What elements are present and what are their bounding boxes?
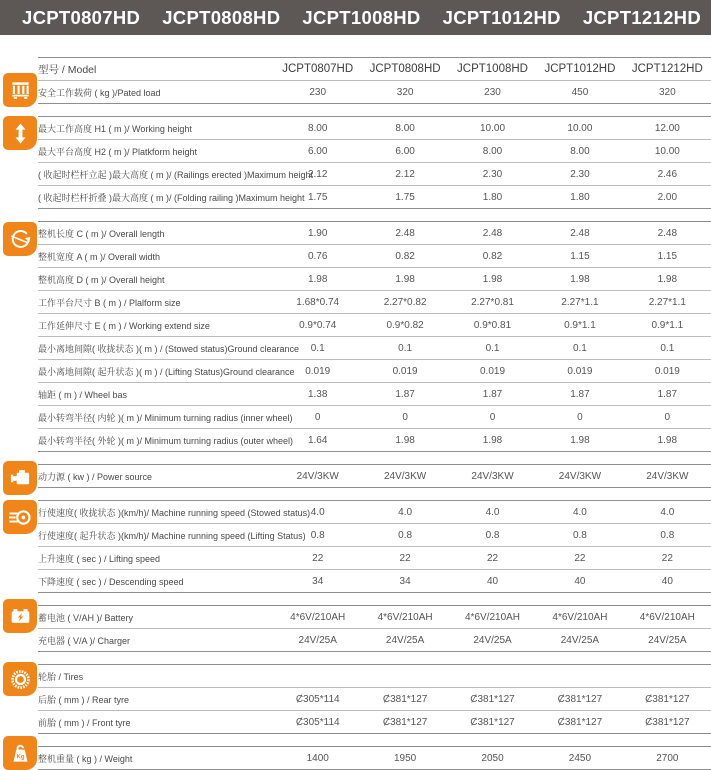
cell-value: Ȼ381*127 [557, 693, 603, 705]
cell-value: 1.98 [482, 273, 503, 285]
power-source-icon [3, 461, 37, 495]
spec-row [38, 524, 711, 547]
cell-value: 24V/3KW [296, 470, 339, 482]
header-model-name: JCPT0807HD [22, 6, 141, 28]
spec-row [38, 747, 711, 770]
cell-value: 1.38 [307, 388, 328, 400]
cell-value: JCPT1008HD [457, 63, 528, 75]
cell-value: 0.76 [307, 250, 328, 262]
cell-value: 10.00 [654, 145, 680, 157]
cell-value: JCPT0807HD [282, 63, 354, 75]
cell-value: 22 [486, 552, 499, 564]
cell-value: 1.75 [395, 191, 415, 203]
cell-value: 10.00 [567, 122, 593, 134]
cell-value: 0.82 [395, 250, 415, 262]
spec-row [38, 268, 711, 291]
row-label: 整机重量 ( kg ) / Weight [38, 753, 133, 764]
cell-value: 2.27*0.81 [471, 296, 514, 308]
cell-value: 12.00 [654, 122, 680, 134]
cell-value: 1950 [393, 752, 417, 764]
cell-value: 0.019 [567, 365, 593, 377]
spec-row [38, 465, 711, 488]
row-label: 轮胎 / Tires [38, 671, 84, 682]
cell-value: Ȼ381*127 [470, 716, 515, 728]
cell-value: 4*6V/210AH [377, 611, 433, 623]
row-label: 最小离地间隙( 起升状态 )( m ) / (Lifting Status)Ground clearance [38, 366, 295, 377]
cell-value: 1.87 [570, 388, 590, 400]
cell-value: 0.1 [660, 342, 675, 354]
cell-value: 2.27*1.1 [561, 296, 599, 308]
spec-section [38, 500, 711, 593]
cell-value: 4.0 [660, 506, 675, 518]
cell-value: 4*6V/210AH [639, 611, 695, 623]
cell-value: 2.12 [395, 168, 415, 180]
spec-row [38, 406, 711, 429]
spec-row [38, 606, 711, 629]
row-label: 最小离地间隙( 收拢状态 )( m ) / (Stowed status)Ground clearance [38, 343, 300, 354]
cell-value: 2.30 [482, 168, 503, 180]
row-label: 最小转弯半径( 外轮 )( m )/ Minimum turning radius (outer wheel) [38, 435, 294, 446]
cell-value: 2.27*0.82 [383, 296, 427, 308]
cell-value: 24V/25A [473, 634, 512, 646]
cell-value: Ȼ381*127 [382, 716, 428, 728]
cell-value: 6.00 [307, 145, 328, 157]
spec-row [38, 429, 711, 452]
cell-value: 22 [574, 552, 586, 564]
cell-value: 2.48 [482, 227, 503, 239]
cell-value: 2450 [568, 752, 592, 764]
spec-row [38, 291, 711, 314]
spec-section [38, 116, 711, 209]
cell-value: 4.0 [310, 506, 325, 518]
cell-value: 0.9*0.82 [386, 319, 424, 331]
spec-row [38, 163, 711, 186]
cell-value: 24V/3KW [471, 470, 514, 482]
spec-table-area [0, 35, 711, 770]
platform-load-icon [3, 73, 37, 107]
spec-row [38, 314, 711, 337]
row-label: 最大工作高度 H1 ( m )/ Working height [38, 123, 192, 134]
cell-value: 1.98 [570, 434, 590, 446]
cell-value: 22 [399, 552, 411, 564]
cell-value: 0.8 [485, 529, 500, 541]
cell-value: 0.8 [310, 529, 325, 541]
row-label: 整机高度 D ( m )/ Overall height [38, 274, 165, 285]
cell-value: 1.98 [657, 273, 678, 285]
cell-value: 2.27*1.1 [648, 296, 686, 308]
speed-icon [3, 500, 37, 534]
spec-row [38, 688, 711, 711]
cell-value: 1.64 [307, 434, 328, 446]
cell-value: 2.30 [570, 168, 590, 180]
row-label: 后胎 ( mm ) / Rear tyre [38, 694, 130, 705]
tire-icon [3, 662, 37, 696]
row-label: ( 收起时栏杆折叠 )最大高度 ( m )/ (Folding railing )Maximum height [38, 192, 305, 203]
cell-value: 8.00 [482, 145, 503, 157]
spec-row [38, 547, 711, 570]
spec-row [38, 665, 711, 688]
cell-value: 2.48 [395, 227, 415, 239]
cell-value: 1400 [306, 752, 329, 764]
cell-value: 2.48 [657, 227, 678, 239]
row-label: 上升速度 ( sec ) / Lifting speed [38, 553, 161, 564]
header-model-name: JCPT1008HD [302, 6, 421, 28]
cell-value: 24V/25A [385, 634, 425, 646]
cell-value: 0 [577, 411, 583, 423]
row-label: ( 收起时栏杆立起 )最大高度 ( m )/ (Railings erected )Maximum height [38, 169, 314, 180]
model-header-bar [0, 0, 711, 35]
cell-value: 8.00 [570, 145, 590, 157]
spec-row [38, 360, 711, 383]
row-label: 工作延伸尺寸 E ( m ) / Working extend size [38, 320, 210, 331]
cell-value: 1.87 [482, 388, 503, 400]
cell-value: 4*6V/210AH [552, 611, 608, 623]
cell-value: 0.8 [398, 529, 413, 541]
cell-value: 0.019 [305, 365, 331, 377]
cell-value: 230 [309, 86, 327, 98]
row-label: 安全工作载荷 ( kg )/Pated load [38, 87, 161, 98]
cell-value: 0.9*0.74 [299, 319, 337, 331]
spec-section [38, 464, 711, 488]
cell-value: 40 [661, 575, 673, 587]
cell-value: 0.82 [482, 250, 503, 262]
spec-row [38, 629, 711, 652]
row-label: 工作平台尺寸 B ( m ) / Plalform size [38, 297, 181, 308]
cell-value: 4.0 [398, 506, 413, 518]
cell-value: 1.98 [395, 273, 415, 285]
cell-value: 1.98 [307, 273, 328, 285]
cell-value: JCPT1212HD [631, 63, 703, 75]
cell-value: 4*6V/210AH [464, 611, 521, 623]
row-label: 整机长度 C ( m )/ Overall length [38, 228, 165, 239]
cell-value: 10.00 [480, 122, 506, 134]
cell-value: 24V/25A [560, 634, 600, 646]
cell-value: Ȼ305*114 [295, 716, 340, 728]
cell-value: 320 [396, 86, 414, 98]
cell-value: 0 [489, 411, 496, 423]
cell-value: 0 [664, 411, 671, 423]
cell-value: Ȼ381*127 [557, 716, 603, 728]
cell-value: 0.9*0.81 [473, 319, 512, 331]
spec-row [38, 186, 711, 209]
cell-value: 2700 [656, 752, 679, 764]
cell-value: 450 [571, 86, 589, 98]
header-model-name: JCPT0808HD [162, 6, 281, 28]
cell-value: JCPT0808HD [369, 63, 441, 75]
cell-value: 230 [484, 86, 501, 98]
spec-section [38, 221, 711, 452]
cell-value: 1.15 [570, 250, 590, 262]
cell-value: 8.00 [307, 122, 328, 134]
cell-value: 0.1 [485, 342, 500, 354]
spec-row [38, 383, 711, 406]
cell-value: 22 [661, 552, 673, 564]
cell-value: 2.48 [570, 227, 590, 239]
cell-value: JCPT1012HD [544, 63, 616, 75]
cell-value: Ȼ381*127 [645, 693, 690, 705]
spec-row [38, 81, 711, 104]
row-label: 下降速度 ( sec ) / Descending speed [38, 576, 184, 587]
cell-value: 40 [486, 575, 499, 587]
row-label: 蓄电池 ( V/AH )/ Battery [38, 612, 134, 623]
spec-row [38, 337, 711, 360]
header-model-name: JCPT1012HD [442, 6, 561, 28]
lift-height-icon [3, 116, 37, 150]
cell-value: 1.98 [395, 434, 415, 446]
cell-value: 1.87 [395, 388, 415, 400]
cell-value: 0.1 [398, 342, 413, 354]
spec-section [38, 57, 711, 104]
cell-value: 1.90 [307, 227, 328, 239]
model-header-row [38, 58, 711, 81]
row-label: 动力源 ( kw ) / Power source [38, 471, 153, 482]
header-model-name: JCPT1212HD [582, 6, 701, 28]
spec-row [38, 711, 711, 734]
cell-value: 1.98 [482, 434, 503, 446]
row-label: 最大平台高度 H2 ( m )/ Platkform height [38, 146, 198, 157]
spec-row [38, 570, 711, 593]
spec-section [16, 746, 711, 770]
cell-value: 0.8 [572, 529, 587, 541]
cell-value: 22 [312, 552, 324, 564]
cell-value: 8.00 [395, 122, 415, 134]
cell-value: Ȼ381*127 [645, 716, 690, 728]
battery-icon [3, 599, 37, 633]
spec-section [38, 664, 711, 734]
row-label: 轴距 ( m ) / Wheel bas [38, 389, 128, 400]
cell-value: 2.00 [657, 191, 678, 203]
cell-value: 2.12 [307, 168, 328, 180]
cell-value: 4.0 [485, 506, 500, 518]
row-label: 型号 / Model [38, 63, 97, 76]
cell-value: Ȼ381*127 [470, 693, 515, 705]
row-label: 充电器 ( V/A )/ Charger [38, 635, 131, 646]
spec-row [38, 140, 711, 163]
cell-value: 24V/3KW [383, 470, 427, 482]
cell-value: 2.46 [657, 168, 678, 180]
cell-value: 40 [574, 575, 586, 587]
cell-value: 24V/25A [648, 634, 687, 646]
cell-value: 1.75 [307, 191, 328, 203]
cell-value: 0.8 [660, 529, 675, 541]
cell-value: 0 [402, 411, 408, 423]
cell-value: Ȼ305*114 [295, 693, 340, 705]
cell-value: 4*6V/210AH [290, 611, 346, 623]
cell-value: 1.87 [657, 388, 678, 400]
row-label: 行使速度( 收拢状态 )(km/h)/ Machine running speed (Stowed status) [38, 507, 311, 518]
spec-row [38, 501, 711, 524]
cell-value: 1.98 [570, 273, 590, 285]
row-label: 前胎 ( mm ) / Front tyre [38, 717, 131, 728]
svg-text:Kg: Kg [16, 753, 24, 760]
cell-value: 0.1 [310, 342, 325, 354]
spec-row [38, 222, 711, 245]
spec-row [38, 245, 711, 268]
cell-value: 0.019 [392, 365, 418, 377]
cell-value: 0.9*1.1 [651, 319, 684, 331]
cell-value: 34 [399, 575, 411, 587]
weight-icon [3, 736, 37, 770]
cell-value: 0.019 [480, 365, 506, 377]
cell-value: Ȼ381*127 [382, 693, 428, 705]
row-label: 最小转弯半径( 内轮 )( m )/ Minimum turning radius (inner wheel) [38, 412, 293, 423]
cell-value: 0.9*1.1 [564, 319, 596, 331]
row-label: 整机宽度 A ( m )/ Overall width [38, 251, 161, 262]
cell-value: 4.0 [572, 506, 587, 518]
cell-value: 0.1 [572, 342, 587, 354]
row-label: 行使速度( 起升状态 )(km/h)/ Machine running speed (Lifting Status) [38, 530, 306, 541]
cell-value: 320 [658, 86, 676, 98]
cell-value: 34 [312, 575, 324, 587]
cell-value: 2050 [481, 752, 504, 764]
cell-value: 0 [314, 411, 321, 423]
cell-value: 0.019 [654, 365, 680, 377]
spec-section [38, 605, 711, 652]
cell-value: 24V/25A [298, 634, 337, 646]
cell-value: 6.00 [395, 145, 415, 157]
spec-row [38, 117, 711, 140]
turning-dimension-icon [3, 222, 37, 256]
cell-value: 1.80 [570, 191, 590, 203]
cell-value: 24V/3KW [558, 470, 602, 482]
cell-value: 1.68*0.74 [296, 296, 340, 308]
cell-value: 1.98 [657, 434, 678, 446]
cell-value: 24V/3KW [646, 470, 689, 482]
cell-value: 1.80 [482, 191, 503, 203]
cell-value: 1.15 [657, 250, 678, 262]
